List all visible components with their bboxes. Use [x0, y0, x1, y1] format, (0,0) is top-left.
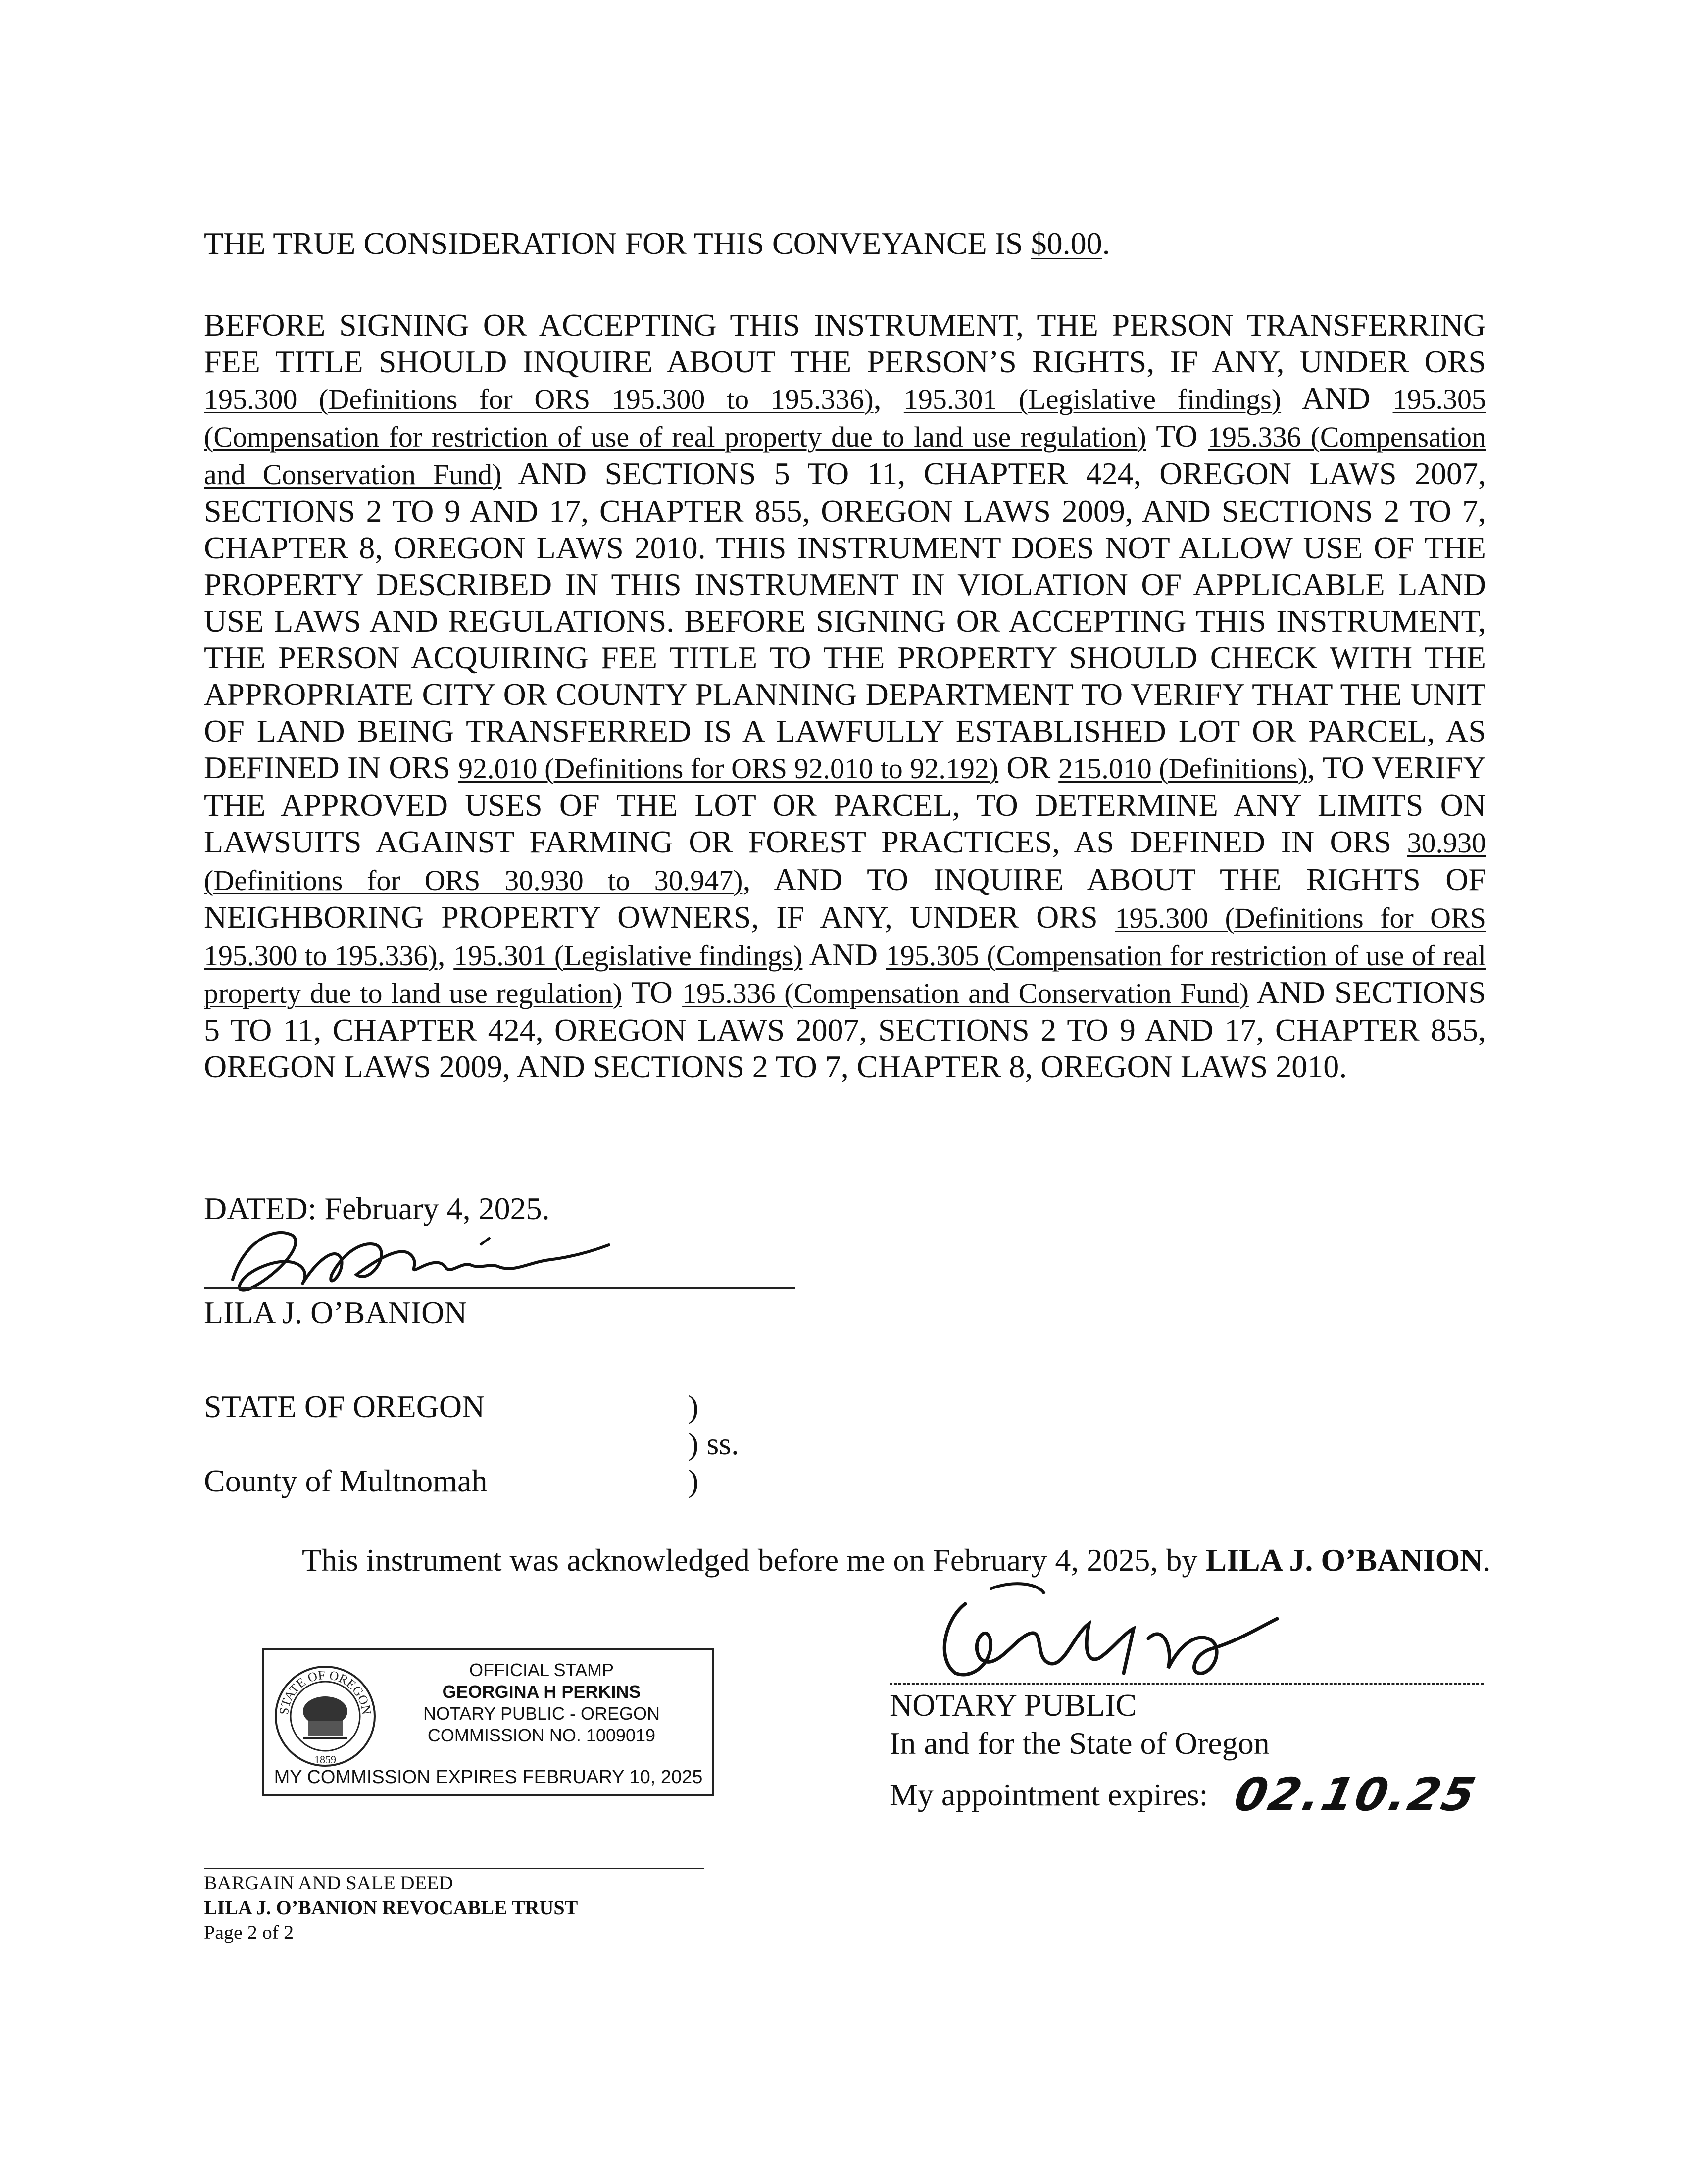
statute-reference: 195.305 (Compensation for restriction of use of real property due to land use regulation) [204, 383, 1486, 453]
venue-state: STATE OF OREGON [204, 1389, 485, 1424]
consideration-suffix: . [1102, 226, 1110, 261]
acknowledgment-end: . [1483, 1542, 1491, 1578]
statute-reference: 195.300 (Definitions for ORS 195.300 to 195.336) [204, 902, 1486, 972]
venue-ss: ) ss. [688, 1426, 740, 1461]
footer-page-number: Page 2 of 2 [204, 1921, 294, 1943]
warning-text: BEFORE SIGNING OR ACCEPTING THIS INSTRUMENT, THE PERSON TRANSFERRING FEE TITLE SHOULD INQUIRE ABOUT THE PERSON’S RIGHTS, IF ANY, UNDER ORS [204, 307, 1486, 379]
notary-jurisdiction: In and for the State of Oregon [890, 1726, 1270, 1761]
state-seal-icon [273, 1664, 377, 1768]
warning-text: AND SECTIONS 5 TO 11, CHAPTER 424, OREGON LAWS 2007, SECTIONS 2 TO 9 AND 17, CHAPTER 855, OREGON LAWS 2009, AND SECTIONS 2 TO 7, CHAPTER 8, OREGON LAWS 2010. [204, 975, 1486, 1084]
footer-divider [204, 1868, 704, 1869]
dated-line: DATED: February 4, 2025. [204, 1191, 550, 1226]
acknowledgment [302, 1542, 1490, 1579]
notary-signature-line [890, 1683, 1484, 1685]
seal-year: 1859 [314, 1753, 336, 1766]
warning-text: AND [802, 937, 886, 972]
statute-reference: 195.301 (Legislative findings) [453, 940, 803, 972]
appointment-label: My appointment expires: [890, 1777, 1208, 1812]
warning-text: TO [1146, 418, 1208, 453]
notary-appointment-expires [890, 1763, 1482, 1821]
stamp-notary-state: NOTARY PUBLIC - OREGON [423, 1703, 660, 1724]
appointment-date-handwritten: 02.10.25 [1230, 1768, 1482, 1821]
signer-name: LILA J. O’BANION [204, 1295, 467, 1330]
statute-reference: 195.336 (Compensation and Conservation Fund) [682, 977, 1249, 1009]
stamp-title: OFFICIAL STAMP [469, 1660, 614, 1680]
stamp-expiration: MY COMMISSION EXPIRES FEBRUARY 10, 2025 [274, 1767, 703, 1787]
notary-title: NOTARY PUBLIC [890, 1688, 1137, 1723]
warning-text: , AND TO INQUIRE ABOUT THE RIGHTS OF NEIGHBORING PROPERTY OWNERS, IF ANY, UNDER ORS [204, 862, 1486, 935]
warning-text: AND [1281, 381, 1393, 416]
warning-text: , [437, 937, 454, 972]
statute-reference: 92.010 (Definitions for ORS 92.010 to 92.192) [458, 752, 999, 785]
warning-text: TO [622, 975, 683, 1010]
acknowledgment-text: This instrument was acknowledged before me on February 4, 2025, by [302, 1542, 1206, 1578]
stamp-notary-name: GEORGINA H PERKINS [442, 1682, 641, 1702]
statute-reference: 195.336 (Compensation and Conservation Fund) [204, 421, 1486, 491]
venue-paren: ) [688, 1463, 699, 1498]
consideration-statement [204, 225, 1110, 262]
venue-paren: ) [688, 1389, 699, 1424]
acknowledgment-name: LILA J. O’BANION [1205, 1542, 1483, 1578]
warning-text: , [873, 381, 904, 416]
warning-text: , TO VERIFY THE APPROVED USES OF THE LOT OR PARCEL, TO DETERMINE ANY LIMITS ON LAWSUITS AGAINST FARMING OR FOREST PRACTICES, AS DEFINED IN ORS [204, 750, 1486, 859]
venue-county: County of Multnomah [204, 1463, 488, 1498]
consideration-prefix: THE TRUE CONSIDERATION FOR THIS CONVEYANCE IS [204, 226, 1031, 261]
statute-reference: 195.301 (Legislative findings) [903, 383, 1282, 415]
stamp-commission: COMMISSION NO. 1009019 [427, 1725, 656, 1745]
statute-reference: 195.305 (Compensation for restriction of use of real property due to land use regulation) [204, 940, 1486, 1009]
seal-text: STATE OF OREGON [276, 1667, 374, 1716]
statutory-warning [204, 307, 1486, 1085]
footer-trust-name: LILA J. O’BANION REVOCABLE TRUST [204, 1896, 578, 1919]
statute-reference: 215.010 (Definitions) [1058, 752, 1307, 785]
warning-text: AND SECTIONS 5 TO 11, CHAPTER 424, OREGON LAWS 2007, SECTIONS 2 TO 9 AND 17, CHAPTER 855, OREGON LAWS 2009, AND SECTIONS 2 TO 7, CHAPTER 8, OREGON LAWS 2010. THIS INSTRUMENT DOES NOT ALLOW USE OF THE PROPERTY DESCRIBED IN THIS INSTRUMENT IN VIOLATION OF APPLICABLE LAND USE LAWS AND REGULATIONS. BEFORE SIGNING OR ACCEPTING THIS INSTRUMENT, THE PERSON ACQUIRING FEE TITLE TO THE PROPERTY SHOULD CHECK WITH THE APPROPRIATE CITY OR COUNTY PLANNING DEPARTMENT TO VERIFY THAT THE UNIT OF LAND BEING TRANSFERRED IS A LAWFULLY ESTABLISHED LOT OR PARCEL, AS DEFINED IN ORS [204, 456, 1486, 785]
statute-reference: 30.930 (Definitions for ORS 30.930 to 30.947) [204, 827, 1486, 896]
grantor-signature-line [204, 1287, 795, 1289]
notary-signature [916, 1574, 1312, 1688]
consideration-amount: $0.00 [1031, 226, 1102, 261]
warning-text: OR [998, 750, 1059, 785]
statute-reference: 195.300 (Definitions for ORS 195.300 to 195.336) [204, 383, 874, 415]
footer-document-type: BARGAIN AND SALE DEED [204, 1872, 453, 1894]
official-stamp [262, 1648, 714, 1796]
